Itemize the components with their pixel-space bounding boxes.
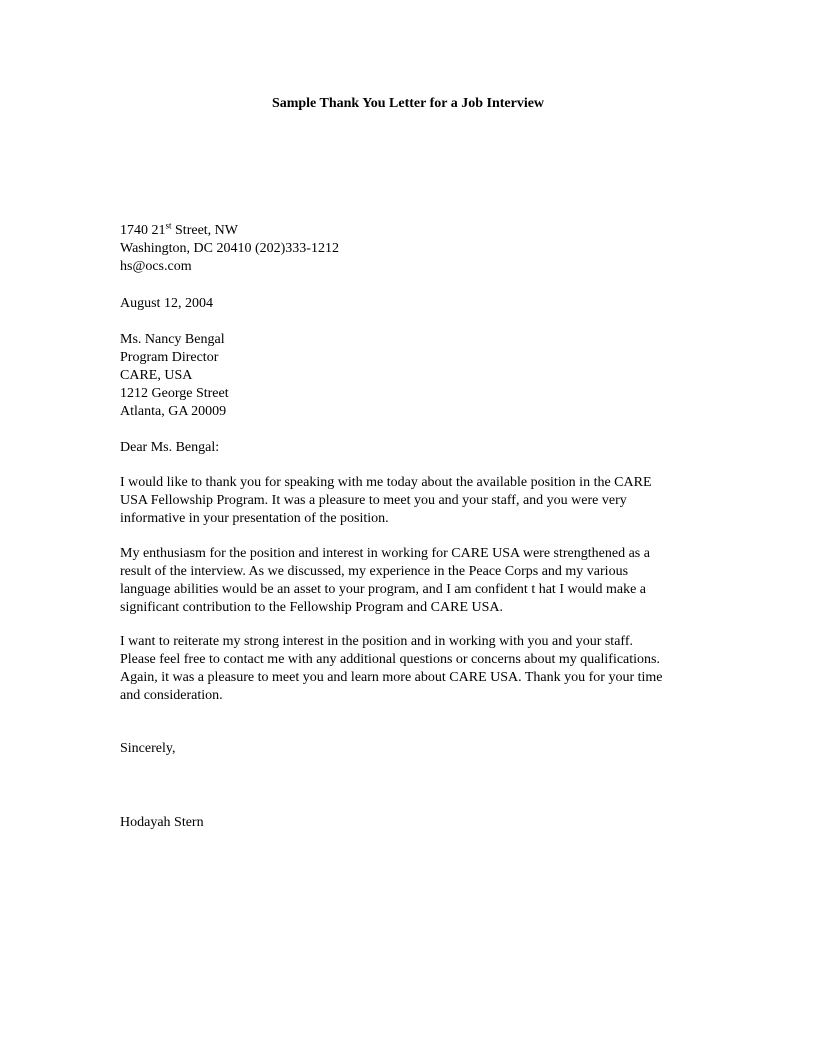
recipient-title: Program Director	[120, 350, 219, 365]
recipient-street: 1212 George Street	[120, 386, 229, 401]
paragraph-line: Again, it was a pleasure to meet you and learn more about CARE USA. Thank you for your time	[120, 670, 663, 685]
paragraph-line: USA Fellowship Program. It was a pleasure to meet you and your staff, and you were very	[120, 493, 627, 508]
recipient-organization: CARE, USA	[120, 368, 193, 383]
sender-street-number: 1740 21	[120, 223, 166, 238]
paragraph-line: result of the interview. As we discussed, my experience in the Peace Corps and my various	[120, 564, 629, 579]
paragraph-line: and consideration.	[120, 688, 223, 703]
sender-street-rest: Street, NW	[171, 223, 238, 238]
salutation-text: Dear Ms. Bengal:	[120, 440, 220, 455]
sender-address	[120, 222, 700, 276]
recipient-city: Atlanta, GA 20009	[120, 404, 227, 419]
sender-email: hs@ocs.com	[120, 259, 192, 274]
recipient-address	[120, 331, 700, 421]
paragraph-3	[120, 633, 700, 705]
closing-text: Sincerely,	[120, 741, 176, 756]
salutation	[120, 439, 700, 457]
sender-city-line: Washington, DC 20410 (202)333-1212	[120, 241, 339, 256]
paragraph-line: My enthusiasm for the position and interest in working for CARE USA were strengthened as a	[120, 546, 650, 561]
date-text: August 12, 2004	[120, 296, 213, 311]
recipient-name: Ms. Nancy Bengal	[120, 332, 225, 347]
paragraph-line: informative in your presentation of the position.	[120, 511, 389, 526]
paragraph-1	[120, 474, 700, 528]
sender-street	[120, 222, 700, 240]
paragraph-line: Please feel free to contact me with any additional questions or concerns about my qualifications.	[120, 652, 660, 667]
letter-date	[120, 295, 700, 313]
paragraph-line: significant contribution to the Fellowship Program and CARE USA.	[120, 600, 504, 615]
document-title: Sample Thank You Letter for a Job Interview	[271, 96, 545, 111]
paragraph-line: language abilities would be an asset to your program, and I am confident t hat I would make a	[120, 582, 647, 597]
signature	[120, 814, 700, 832]
paragraph-2	[120, 545, 700, 617]
paragraph-line: I would like to thank you for speaking with me today about the available position in the CARE	[120, 475, 652, 490]
closing	[120, 740, 700, 758]
sender-street-suffix: st	[165, 220, 172, 231]
signature-name: Hodayah Stern	[120, 815, 204, 830]
paragraph-line: I want to reiterate my strong interest in the position and in working with you and your staff.	[120, 634, 633, 649]
